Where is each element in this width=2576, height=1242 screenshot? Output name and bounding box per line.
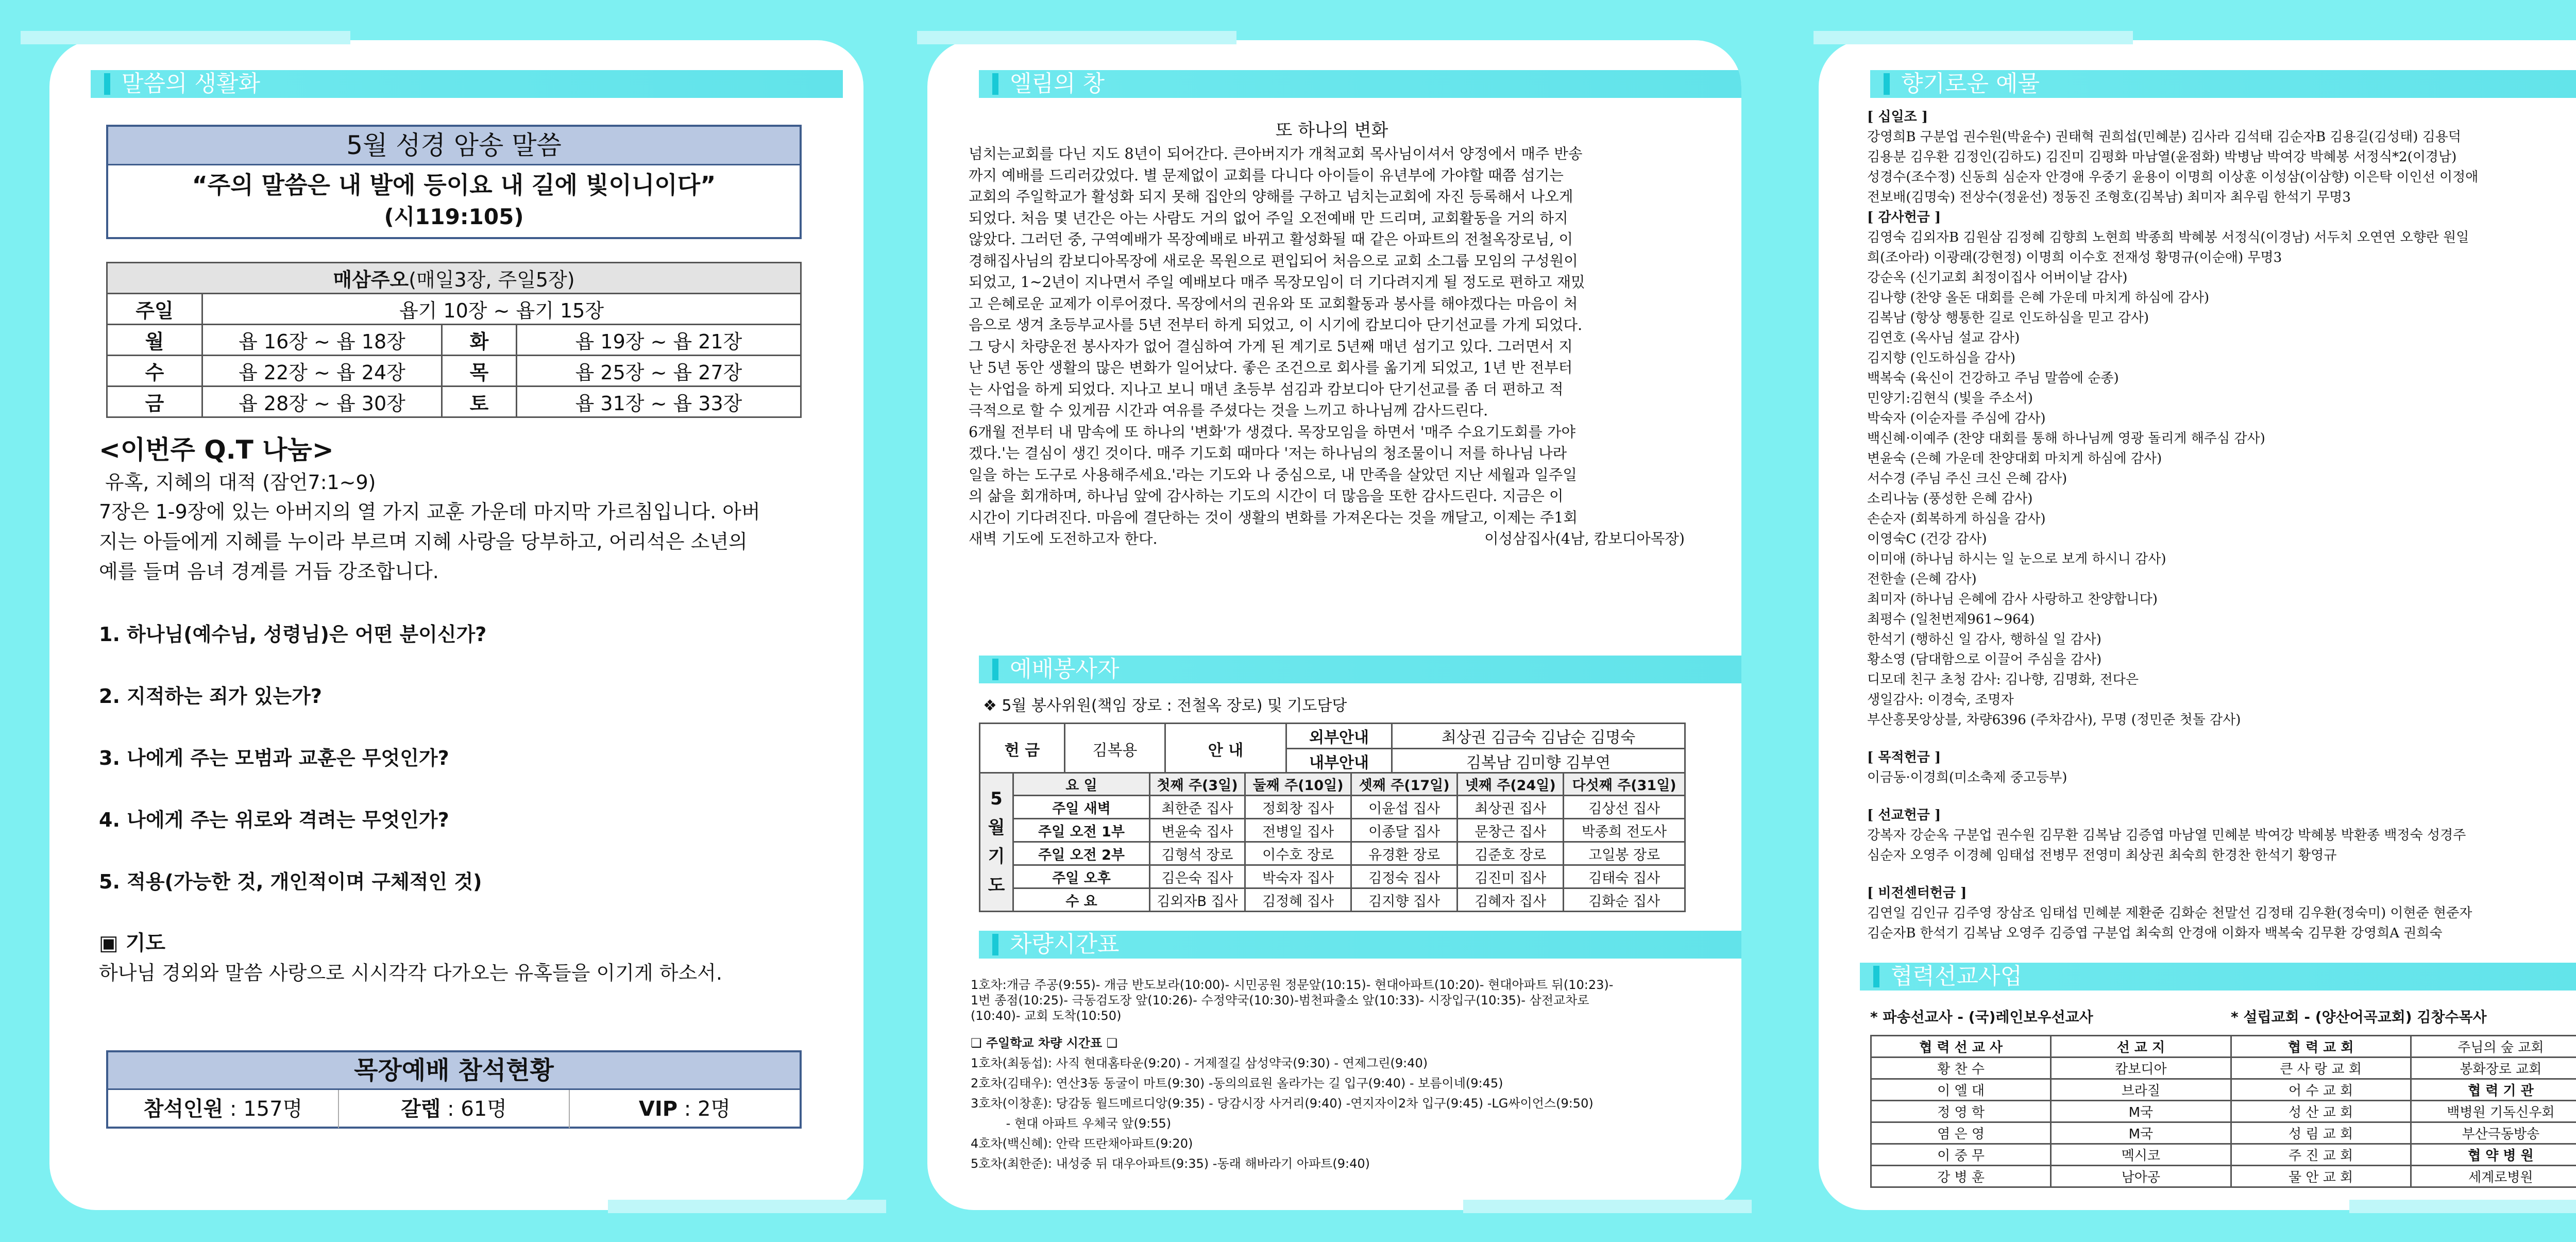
offering-line: 김영숙 김외자B 김원삼 김정혜 김향희 노현희 박종희 박혜봉 서정식(이경남) 서두치 오연연 오향란 원일 — [1867, 230, 2469, 245]
memory-verse-text: “주의 말씀은 내 발에 등이요 내 길에 빛이니이다” — [192, 171, 716, 199]
offering-line: 심순자 오영주 이경혜 임태섭 전병무 전영미 최상권 최숙희 한경찬 한석기 황영규 — [1867, 848, 2337, 863]
mission-cell: 염 은 영 — [1871, 1122, 2051, 1144]
col-header: 셋째 주(17일) — [1351, 773, 1458, 796]
memory-verse-title: 5월 성경 암송 말씀 — [108, 127, 800, 165]
col-header: 요 일 — [1013, 773, 1150, 796]
left-section-header — [91, 70, 843, 98]
qt-question: 1. 하나님(예수님, 성령님)은 어떤 분이신가? — [99, 623, 487, 646]
bus-line: 1호차:개금 주공(9:55)- 개금 반도보라(10:00)- 시민공원 정문앞(10:15)- 현대아파트(10:20)- 현대아파트 뒤(10:23)- — [971, 978, 1614, 992]
duty-cell: 김화순 집사 — [1564, 888, 1685, 912]
offering-line: 박숙자 (이순자를 주심에 감사) — [1867, 411, 2046, 426]
essay-body — [969, 143, 1695, 550]
mission-col-header: 선 교 지 — [2051, 1036, 2231, 1058]
bus-sub-title: ❏ 주일학교 차량 시간표 ❏ — [971, 1036, 1118, 1050]
mission-col-header: 협 력 선 교 사 — [1871, 1036, 2051, 1058]
memory-verse-box — [106, 125, 802, 239]
mission-row — [1871, 1122, 2576, 1144]
attendance-value: : 61명 — [440, 1097, 507, 1121]
offering-line: 한석기 (행하신 일 감사, 행하실 일 감사) — [1867, 632, 2102, 647]
offering-group-title: [ 십일조 ] — [1867, 109, 1928, 125]
offering-line: 생일감사: 이경숙, 조명자 — [1867, 692, 2014, 708]
mission-cell: 협 력 기 관 — [2411, 1079, 2576, 1101]
mission-cell: 정 영 학 — [1871, 1101, 2051, 1122]
sunday-label: 주일 — [107, 294, 202, 325]
day-reading: 욥 28장 ~ 욥 30장 — [202, 387, 442, 417]
attendance-row — [108, 1090, 800, 1128]
offering-line: 이미애 (하나님 하시는 일 눈으로 보게 하시니 감사) — [1867, 551, 2166, 567]
duty-cell: 김정숙 집사 — [1351, 865, 1458, 888]
mission-row — [1871, 1166, 2576, 1187]
mission-cell: 부산극동방송 — [2411, 1122, 2576, 1144]
duty-cell: 김상선 집사 — [1564, 796, 1685, 819]
offering-line: 김용분 김우환 김정인(김하도) 김진미 김평화 마남열(윤점화) 박병남 박여강 박혜봉 서정식*2(이경남) — [1867, 149, 2457, 165]
mission-cell: 이 중 무 — [1871, 1144, 2051, 1166]
duty-cell: 박숙자 집사 — [1245, 865, 1351, 888]
duty-cell: 김외자B 집사 — [1150, 888, 1245, 912]
bus-line: 5호차(최한준): 내성중 뒤 대우아파트(9:35) -동래 해바라기 아파트(9:40) — [971, 1156, 1370, 1171]
essay-line: 겠다.'는 결심이 생긴 것이다. 매주 기도회 때마다 '저는 하나님의 청조물이니 저를 하나님 나라 — [969, 445, 1567, 462]
offering-line: 김복남 (항상 행통한 길로 인도하심을 믿고 감사) — [1867, 310, 2149, 326]
qt-subtitle: 유혹, 지혜의 대적 (잠언7:1~9) — [105, 471, 376, 494]
frame-strip — [917, 31, 1236, 44]
essay-title: 또 하나의 변화 — [1275, 120, 1388, 141]
offering-group-title: [ 선교헌금 ] — [1867, 808, 1941, 823]
reading-title-bold: 매삼주오 — [333, 268, 409, 291]
duty-cell: 김태숙 집사 — [1564, 865, 1685, 888]
duty-row — [980, 819, 1685, 842]
bus-line: (10:40)- 교회 도착(10:50) — [971, 1009, 1122, 1023]
essay-line: 일을 하는 도구로 사용해주세요.'라는 기도와 나 중심으로, 내 만족을 살았던 지난 세월과 일주일 — [969, 466, 1577, 483]
middle-panel — [927, 40, 1741, 1210]
qt-body — [99, 497, 810, 586]
offering-line: 강복자 강순옥 구분업 권수원 김무환 김복남 김증엽 마남열 민혜분 박여강 박혜봉 박환종 백정숙 성경주 — [1867, 828, 2466, 843]
mission-cell: 강 병 훈 — [1871, 1166, 2051, 1187]
essay-line: 않았다. 그러던 중, 구역예배가 목장예배로 바뀌고 활성화될 때 같은 아파트의 전철옥장로님, 이 — [969, 231, 1573, 248]
attendance-title: 목장예배 참석현황 — [108, 1052, 800, 1090]
service-note: ❖ 5월 봉사위원(책임 장로 : 전철옥 장로) 및 기도담당 — [983, 697, 1347, 715]
sunday-reading: 욥기 10장 ~ 욥기 15장 — [202, 294, 801, 325]
qt-section — [99, 432, 810, 987]
bus-line: - 현대 아파트 우체국 앞(9:55) — [971, 1116, 1172, 1131]
duty-cell: 정회창 집사 — [1245, 796, 1351, 819]
frame-strip — [1814, 31, 2133, 44]
offering-line: 최미자 (하나님 은혜에 감사 사랑하고 찬양합니다) — [1867, 592, 2158, 607]
duty-cell: 이윤섭 집사 — [1351, 796, 1458, 819]
essay-line: 그 당시 차량운전 봉사자가 없어 결심하여 가게 된 계기로 5년째 매년 섬기고 있다. 그러면서 지 — [969, 338, 1573, 355]
duty-cell: 김은숙 집사 — [1150, 865, 1245, 888]
reading-title-rest: (매일3장, 주일5장) — [409, 268, 575, 291]
essay — [969, 118, 1695, 550]
mission-cell: 협 약 병 원 — [2411, 1144, 2576, 1166]
reading-table — [106, 262, 802, 418]
offering-line: 백신혜·이예주 (찬양 대회를 통해 하나님께 영광 돌리게 해주심 감사) — [1867, 431, 2265, 446]
service-header — [979, 656, 1741, 683]
duty-cell: 김형석 장로 — [1150, 842, 1245, 865]
mission-cell: 성 림 교 회 — [2231, 1122, 2411, 1144]
bus-line: 4호차(백신혜): 안락 뜨란채아파트(9:20) — [971, 1136, 1193, 1151]
essay-author: 이성삼집사(4남, 캄보디아목장) — [1484, 530, 1685, 547]
col-header: 둘째 주(10일) — [1245, 773, 1351, 796]
day-reading: 욥 25장 ~ 욥 27장 — [517, 356, 801, 387]
offering-line: 손순자 (회복하게 하심을 감사) — [1867, 511, 2046, 527]
mission-header — [1860, 963, 2576, 991]
bus-line: 3호차(이창훈): 당감동 월드메르디앙(9:35) - 당감시장 사거리(9:40) -연지자이2차 입구(9:45) -LG싸이언스(9:50) — [971, 1096, 1594, 1111]
essay-line: 음으로 생겨 초등부교사를 5년 전부터 하게 되었고, 이 시기에 캄보디아 단기선교를 가게 되었다. — [969, 316, 1583, 333]
guide-label: 안 내 — [1165, 724, 1286, 774]
duty-cell: 이수호 장로 — [1245, 842, 1351, 865]
attendance-item — [108, 1090, 339, 1128]
offering-header — [1870, 70, 2576, 98]
mission-col-header: 주님의 숲 교회 — [2411, 1036, 2576, 1058]
offering-line: 황소영 (담대함으로 이끌어 주심을 감사) — [1867, 652, 2102, 667]
duty-cell: 유경환 장로 — [1351, 842, 1458, 865]
qt-title: <이번주 Q.T 나눔> — [99, 435, 334, 465]
attendance-box — [106, 1050, 802, 1129]
prayer-title: ▣ 기도 — [99, 931, 165, 955]
reading-row — [107, 387, 801, 417]
mission-cell: 어 수 교 회 — [2231, 1079, 2411, 1101]
right-panel — [1819, 40, 2576, 1210]
duty-cell: 김지향 집사 — [1351, 888, 1458, 912]
day-label: 월 — [107, 325, 202, 356]
service-header-title: 예배봉사자 — [1010, 656, 1120, 682]
left-panel — [49, 40, 863, 1210]
qt-questions — [99, 618, 810, 928]
offering-line: 소리나눔 (풍성한 은혜 감사) — [1867, 491, 2033, 507]
outer-guide-names: 최상권 김금숙 김남순 김명숙 — [1392, 724, 1685, 749]
qt-line: 예를 들며 음녀 경계를 거듭 강조합니다. — [99, 560, 439, 583]
duty-cell: 문창근 집사 — [1458, 819, 1564, 842]
offering-line: 서수경 (주님 주신 크신 은혜 감사) — [1867, 471, 2067, 486]
reading-table-title — [107, 263, 801, 294]
mission-cell: 이 엘 대 — [1871, 1079, 2051, 1101]
elim-header-title: 엘림의 창 — [1010, 71, 1105, 97]
duty-cell: 최상권 집사 — [1458, 796, 1564, 819]
duty-cell: 박종희 전도사 — [1564, 819, 1685, 842]
offering-line: 백복숙 (육신이 건강하고 주님 말씀에 순종) — [1867, 371, 2119, 386]
offering-group-title: [ 감사헌금 ] — [1867, 210, 1941, 225]
essay-line: 6개월 전부터 내 맘속에 또 하나의 '변화'가 생겼다. 목장모임을 하면서 '매주 수요기도회를 가야 — [969, 423, 1576, 441]
offering-line: 디모데 친구 초청 감사: 김나향, 김명화, 전다은 — [1867, 672, 2139, 687]
offering-line: 김순자B 한석기 김복남 오영주 김증엽 구분업 최숙희 안경애 이화자 백복숙 김무환 강영희A 권희숙 — [1867, 926, 2443, 941]
duty-cell: 김진미 집사 — [1458, 865, 1564, 888]
offering-label: 헌 금 — [980, 724, 1065, 774]
day-label: 토 — [442, 387, 517, 417]
mission-cell: 백병원 기독신우회 — [2411, 1101, 2576, 1122]
month-char: 기 — [988, 846, 1005, 867]
prayer-duty-table — [979, 772, 1686, 912]
essay-line: 극적으로 할 수 있게끔 시간과 여유를 주셨다는 것을 느끼고 하나님께 감사드린다. — [969, 402, 1488, 419]
bus-line: 1번 종점(10:25)- 극동검도장 앞(10:26)- 수정약국(10:30)-범천파출소 앞(10:33)- 시장입구(10:35)- 삼전교차로 — [971, 993, 1589, 1008]
offering-line: 김연호 (옥사님 설교 감사) — [1867, 330, 2020, 346]
mission-row — [1871, 1101, 2576, 1122]
mission-cell: 세계로병원 — [2411, 1166, 2576, 1187]
duty-row — [980, 796, 1685, 819]
day-label: 목 — [442, 356, 517, 387]
mission-row — [1871, 1058, 2576, 1079]
offering-header-title: 향기로운 예물 — [1901, 71, 2040, 97]
offering-line: 부산흥못앙상블, 차량6396 (주차감사), 무명 (정민준 첫돌 감사) — [1867, 712, 2241, 728]
mission-cell: 브라질 — [2051, 1079, 2231, 1101]
essay-last-line: 새벽 기도에 도전하고자 한다. — [969, 530, 1158, 547]
essay-line — [969, 528, 1695, 550]
month-char: 5 — [990, 788, 1003, 809]
col-header: 첫째 주(3일) — [1150, 773, 1245, 796]
essay-line: 시간이 기다려진다. 마음에 결단하는 것이 생활의 변화를 가져온다는 것을 깨달고, 이제는 주1회 — [969, 509, 1578, 526]
mission-cell: M국 — [2051, 1101, 2231, 1122]
elim-header — [979, 70, 1741, 98]
offering-line: 전보배(김명숙) 전상수(정윤선) 정동진 조형호(김복남) 최미자 최우림 한석기 무명3 — [1867, 190, 2351, 205]
offering-line: 민양기:김현식 (빛을 주소서) — [1867, 391, 2033, 406]
mission-cell: M국 — [2051, 1122, 2231, 1144]
attendance-item — [570, 1090, 800, 1128]
duty-cell: 전병일 집사 — [1245, 819, 1351, 842]
essay-line: 되었고, 1~2년이 지나면서 주일 예배보다 매주 목장모임이 더 기다려지게 될 정도로 편하고 재밌 — [969, 274, 1585, 291]
offering-line: 이영숙C (건강 감사) — [1867, 531, 1987, 547]
duty-cell: 이종달 집사 — [1351, 819, 1458, 842]
duty-service: 주일 오전 2부 — [1013, 842, 1150, 865]
mission-cell: 황 찬 수 — [1871, 1058, 2051, 1079]
day-reading: 욥 19장 ~ 욥 21장 — [517, 325, 801, 356]
duty-service: 수 요 — [1013, 888, 1150, 912]
mission-row — [1871, 1079, 2576, 1101]
frame-strip — [2349, 1200, 2576, 1213]
duty-cell: 최한준 집사 — [1150, 796, 1245, 819]
duty-row — [980, 888, 1685, 912]
mission-cell: 성 산 교 회 — [2231, 1101, 2411, 1122]
month-label — [980, 773, 1013, 912]
essay-line: 는 사업을 하게 되었다. 지나고 보니 매년 초등부 섬김과 캄보디아 단기선교를 좀 더 편하고 적 — [969, 380, 1564, 398]
offering-line: 최평수 (일천번제961~964) — [1867, 612, 2035, 627]
duty-row — [980, 865, 1685, 888]
bus-header — [979, 931, 1741, 959]
bus-line: 2호차(김태우): 연산3동 동굴이 마트(9:30) -동의의료원 올라가는 길 입구(9:40) - 보름이네(9:45) — [971, 1076, 1503, 1090]
essay-line: 의 삶을 회개하며, 하나님 앞에 감사하는 기도의 시간이 더 많음을 또한 감사드린다. 지금은 이 — [969, 488, 1564, 505]
offering-line: 변윤숙 (은혜 가운데 찬양대회 마치게 하심에 감사) — [1867, 451, 2162, 466]
qt-line: 지는 아들에게 지혜를 누이라 부르며 지혜 사랑을 당부하고, 어리석은 소년의 — [99, 530, 748, 553]
frame-strip — [21, 31, 350, 44]
duty-cell: 김준호 장로 — [1458, 842, 1564, 865]
offering-line: 희(조아라) 이광래(강현정) 이명희 이수호 전재성 황명규(이순애) 무명3 — [1867, 250, 2282, 265]
day-reading: 욥 22장 ~ 욥 24장 — [202, 356, 442, 387]
mission-note: * 파송선교사 - (국)레인보우선교사 — [1870, 1009, 2093, 1026]
qt-question: 3. 나에게 주는 모범과 교훈은 무엇인가? — [99, 747, 449, 769]
bus-header-title: 차량시간표 — [1010, 931, 1120, 958]
duty-cell: 김정혜 집사 — [1245, 888, 1351, 912]
mission-cell: 봉화장로 교회 — [2411, 1058, 2576, 1079]
bus-schedule — [971, 977, 1702, 1174]
mission-cell: 캄보디아 — [2051, 1058, 2231, 1079]
offering-name: 김복용 — [1065, 724, 1165, 774]
duty-service: 주일 오전 1부 — [1013, 819, 1150, 842]
memory-verse-ref: (시119:105) — [384, 204, 524, 229]
offering-group-title: [ 목적헌금 ] — [1867, 750, 1941, 765]
qt-question: 4. 나에게 주는 위로와 격려는 무엇인가? — [99, 809, 449, 831]
bus-line: 1호차(최동섭): 사직 현대홈타운(9:20) - 거제절길 삼성약국(9:30) - 연제그린(9:40) — [971, 1056, 1428, 1070]
mission-cell: 큰 사 랑 교 회 — [2231, 1058, 2411, 1079]
offering-line: 김지향 (인도하심을 감사) — [1867, 350, 2015, 366]
attendance-label: 갈렙 — [401, 1097, 441, 1121]
mission-row — [1871, 1144, 2576, 1166]
frame-strip — [608, 1200, 886, 1213]
mission-cell: 주 진 교 회 — [2231, 1144, 2411, 1166]
essay-line: 되었다. 처음 몇 년간은 아는 사람도 거의 없어 주일 오전예배 만 드리며, 교회활동을 거의 하지 — [969, 209, 1568, 227]
duty-service: 주일 새벽 — [1013, 796, 1150, 819]
duty-service: 주일 오후 — [1013, 865, 1150, 888]
inner-guide-names: 김복남 김미향 김부연 — [1392, 749, 1685, 774]
guide-table — [979, 723, 1686, 775]
month-char: 월 — [988, 817, 1005, 838]
essay-line: 난 5년 동안 생활의 많은 변화가 일어났다. 좋은 조건으로 회사를 옮기게 되었고, 1년 반 전부터 — [969, 359, 1573, 376]
duty-cell: 변윤숙 집사 — [1150, 819, 1245, 842]
qt-question: 5. 적용(가능한 것, 개인적이며 구체적인 것) — [99, 870, 482, 893]
offering-line: 강영희B 구분업 권수원(박윤수) 권태혁 권희섭(민혜분) 김사라 김석태 김순자B 김용길(김성태) 김용덕 — [1867, 129, 2461, 145]
attendance-value: : 2명 — [677, 1097, 731, 1121]
prayer-text: 하나님 경외와 말씀 사랑으로 시시각각 다가오는 유혹들을 이기게 하소서. — [99, 962, 722, 984]
left-section-title: 말씀의 생활화 — [122, 71, 261, 97]
essay-line: 넘치는교회를 다닌 지도 8년이 되어간다. 큰아버지가 개척교회 목사님이셔서 양정에서 매주 반송 — [969, 145, 1583, 162]
day-label: 금 — [107, 387, 202, 417]
mission-notes — [1870, 1007, 2576, 1028]
essay-line: 교회의 주일학교가 활성화 되지 못해 집안의 양해를 구하고 넘치는교회에 자진 등록해서 나오게 — [969, 188, 1573, 205]
day-label: 화 — [442, 325, 517, 356]
offering-list — [1867, 107, 2576, 944]
qt-question: 2. 지적하는 죄가 있는가? — [99, 685, 322, 708]
inner-guide-label: 내부안내 — [1286, 749, 1392, 774]
reading-row — [107, 325, 801, 356]
day-reading: 욥 31장 ~ 욥 33장 — [517, 387, 801, 417]
attendance-label: VIP — [638, 1097, 678, 1121]
mission-cell: 남아공 — [2051, 1166, 2231, 1187]
mission-table — [1870, 1035, 2576, 1188]
reading-row — [107, 356, 801, 387]
offering-line: 김나향 (찬양 올돈 대회를 은혜 가운데 마치게 하심에 감사) — [1867, 290, 2210, 306]
duty-cell: 고일봉 장로 — [1564, 842, 1685, 865]
offering-group-title: [ 비전센터헌금 ] — [1867, 885, 1967, 901]
col-header: 다섯째 주(31일) — [1564, 773, 1685, 796]
frame-strip — [1463, 1200, 1752, 1213]
outer-guide-label: 외부안내 — [1286, 724, 1392, 749]
essay-line: 경해집사님의 캄보디아목장에 새로운 목원으로 편입되어 처음으로 교회 소그룹 모임의 구성원이 — [969, 252, 1578, 270]
attendance-value: : 157명 — [223, 1097, 303, 1121]
mission-col-header: 협 력 교 회 — [2231, 1036, 2411, 1058]
essay-line: 고 은혜로운 교제가 이루어졌다. 목장에서의 권유와 또 교회활동과 봉사를 해야겠다는 마음이 처 — [969, 295, 1578, 312]
day-reading: 욥 16장 ~ 욥 18장 — [202, 325, 442, 356]
month-char: 도 — [988, 875, 1005, 896]
mission-cell: 물 안 교 회 — [2231, 1166, 2411, 1187]
attendance-label: 참석인원 — [143, 1097, 224, 1121]
col-header: 넷째 주(24일) — [1458, 773, 1564, 796]
mission-header-title: 협력선교사업 — [1891, 963, 2023, 989]
day-label: 수 — [107, 356, 202, 387]
offering-line: 김연일 김인규 김주영 장삼조 임태섭 민혜분 제환준 김화순 천말선 김정태 김우환(정숙미) 이현준 현준자 — [1867, 905, 2472, 921]
offering-line: 전한솔 (은혜 감사) — [1867, 572, 1977, 587]
duty-row — [980, 842, 1685, 865]
mission-note: * 설립교회 - (양산어곡교회) 김창수목사 — [2231, 1009, 2487, 1026]
offering-line: 이금동·이경희(미소축제 중고등부) — [1867, 770, 2067, 785]
duty-cell: 김혜자 집사 — [1458, 888, 1564, 912]
attendance-item — [339, 1090, 570, 1128]
offering-line: 강순옥 (신기교회 최정이집사 어버이날 감사) — [1867, 270, 2128, 286]
qt-line: 7장은 1-9장에 있는 아버지의 열 가지 교훈 가운데 마지막 가르침입니다. 아버 — [99, 500, 760, 523]
mission-cell: 멕시코 — [2051, 1144, 2231, 1166]
offering-line: 성경수(조수정) 신동희 심순자 안경애 우중기 윤용이 이명희 이상훈 이성삼(이삼향) 이은탁 이인선 이정애 — [1867, 170, 2479, 185]
essay-line: 까지 예배를 드리러갔었다. 별 문제없이 교회를 다니다 아이들이 유년부에 가야할 때쯤 섬기는 — [969, 166, 1564, 184]
